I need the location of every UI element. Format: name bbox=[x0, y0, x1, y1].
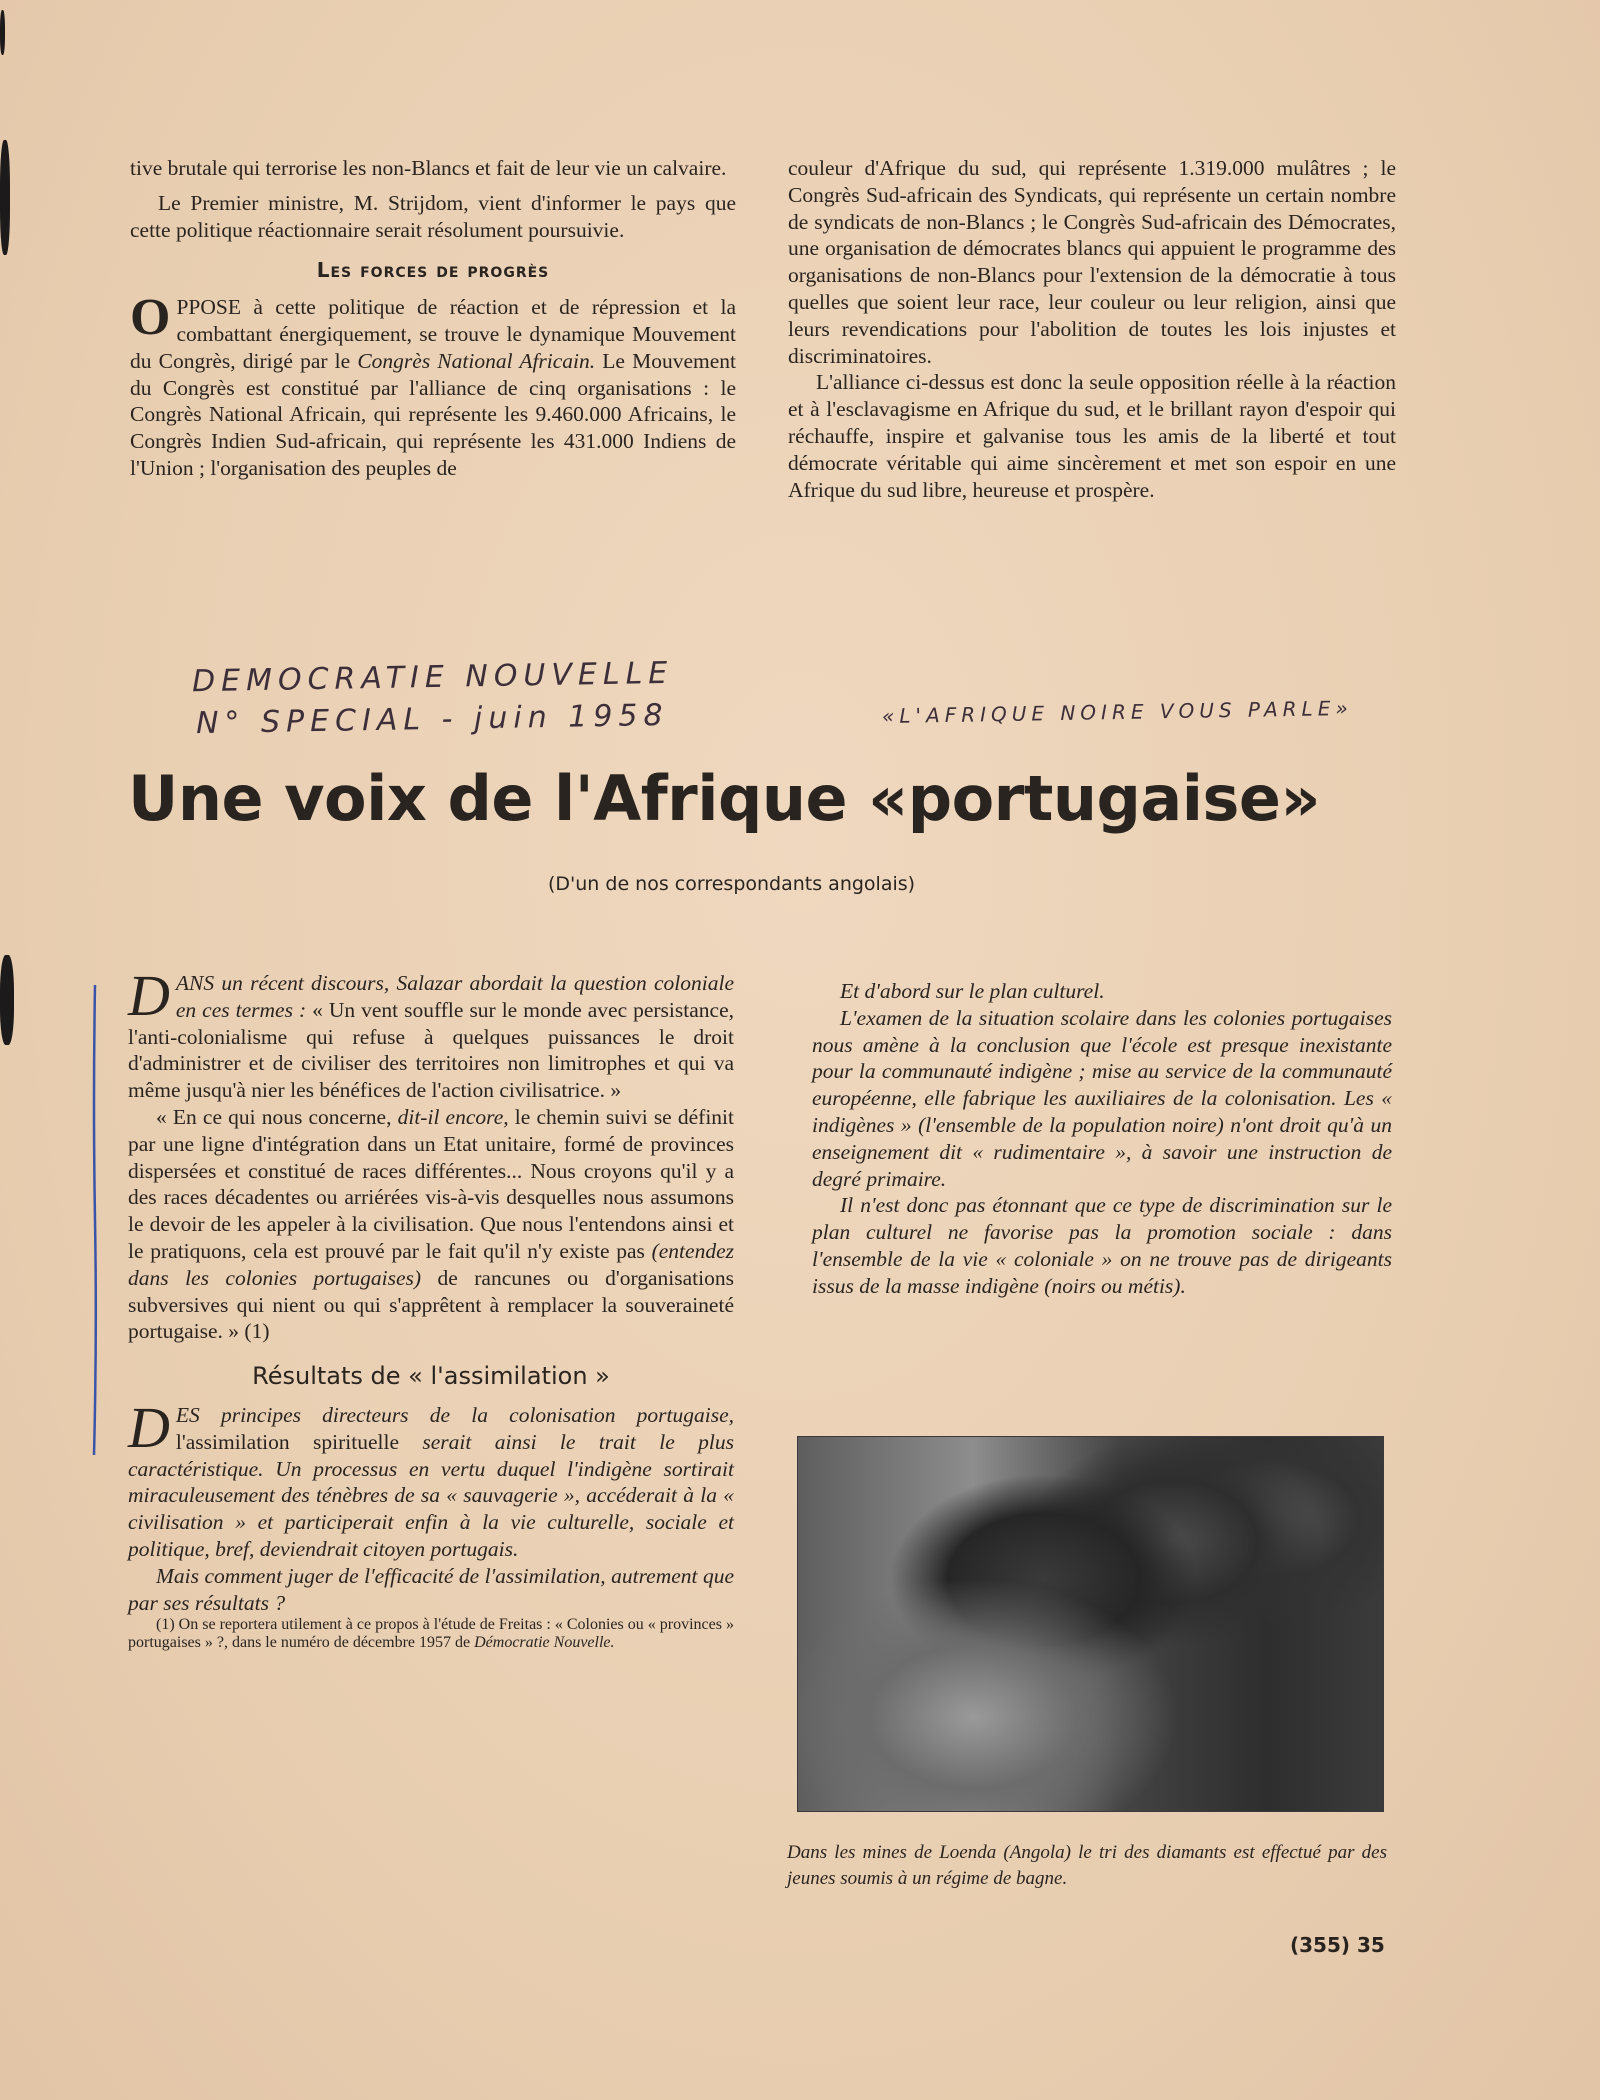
culture-para-1: Et d'abord sur le plan culturel. bbox=[840, 979, 1105, 1003]
top-right-para-1: couleur d'Afrique du sud, qui représente 1.319.000 mulâtres ; le Congrès Sud-africain des Syndicats, qui représente un certain nombre de syndicats de non-Blancs ; le Congrès Sud-africain des Démocrates, une organisation de démocrates blancs qui appuient le programme des organisations de non-Blancs pour l'extension de la démocratie à tous quelles que soient leur race, leur couleur ou leur religion, ainsi que leurs revendications pour l'abolition de toutes les lois injustes et discriminatoires. bbox=[788, 156, 1396, 368]
footnote: (1) On se reportera utilement à ce propos à l'étude de Freitas : « Colonies ou « provinces » portugaises » ?, dans le numéro de décembre 1957 de Démocratie Nouvelle. bbox=[128, 1616, 734, 1652]
edge-mark-small bbox=[0, 10, 5, 55]
handwritten-note-line-1: DEMOCRATIE NOUVELLE bbox=[191, 655, 674, 700]
culture-para-3: Il n'est donc pas étonnant que ce type de discrimination sur le plan culturel ne favorise pas la promotion sociale : dans l'ensemble de la vie « coloniale » on ne trouve pas de dirigeants issus de la masse indigène (noirs ou métis). bbox=[812, 1193, 1392, 1298]
blue-margin-mark bbox=[92, 985, 98, 1455]
handwritten-note-line-3: «L'AFRIQUE NOIRE VOUS PARLE» bbox=[881, 695, 1353, 729]
top-left-para-3: OPPOSE à cette politique de réaction et de répression et la combattant énergiquement, se trouve le dynamique Mouvement du Congrès, dirigé par le Congrès National Africain. Le Mouvement du Congrès est constitué par l'alliance de cinq organisations : le Congrès National Africain, qui représente les 9.460.000 Africains, le Congrès Indien Sud-africain, qui représente les 431.000 Indiens de l'Union ; l'organisation des peuples de bbox=[130, 289, 736, 480]
culture-para-2: L'examen de la situation scolaire dans les colonies portugaises nous amène à la conclusion que l'école est presque inexistante pour la communauté indigène ; mise au service de la communauté européenne, elle fabrique les auxiliaires de la colonisation. Les « indigènes » (l'ensemble de la population noire) n'ont droit qu'à un enseignement dit « rudimentaire », à savoir une instruction de degré primaire. bbox=[812, 1005, 1392, 1191]
forces-heading: Les forces de progrès bbox=[316, 258, 550, 283]
edge-mark-top bbox=[0, 140, 10, 255]
dropcap-d-2: D bbox=[128, 1394, 170, 1460]
top-right-para-2: L'alliance ci-dessus est donc la seule opposition réelle à la réaction et à l'esclavagisme en Afrique du sud, et le brillant rayon d'espoir qui réchauffe, inspire et galvanise tous les amis de la liberté et tout démocrate véritable qui aime sincèrement et met son espoir en une Afrique du sud libre, heureuse et prospère. bbox=[788, 370, 1396, 502]
resultats-heading: Résultats de « l'assimilation » bbox=[252, 1362, 610, 1391]
top-left-column bbox=[130, 155, 736, 482]
edge-mark-middle bbox=[0, 955, 14, 1045]
page-number: (355) 35 bbox=[1290, 1933, 1385, 1957]
top-left-para-1: tive brutale qui terrorise les non-Blancs et fait de leur vie un calvaire. bbox=[130, 156, 727, 180]
lower-right-column bbox=[812, 978, 1392, 1300]
assimilation-para-2: Mais comment juger de l'efficacité de l'assimilation, autrement que par ses résultats ? bbox=[128, 1563, 734, 1615]
assimilation-para-1: DES principes directeurs de la colonisation portugaise, l'assimilation spirituelle serait ainsi le trait le plus caractéristique. Un processus en vertu duquel l'indigène sortirait miraculeusement des ténèbres de sa « sauvagerie », accéderait à la « civilisation » et participerait enfin à la vie culturelle, sociale et politique, bref, deviendrait citoyen portugais. bbox=[128, 1394, 734, 1561]
salazar-para-2: « En ce qui nous concerne, dit-il encore, le chemin suivi se définit par une ligne d'intégration dans un Etat unitaire, formé de provinces dispersées et constitué de races différentes... Nous croyons qu'il y a des races décadentes ou arriérées vis-à-vis desquelles nous assumons le devoir de les appeler à la civilisation. Que nous l'entendons ainsi et le pratiquons, cela est prouvé par le fait qu'il n'y existe pas (entendez dans les colonies portugaises) de rancunes ou d'organisations subversives qui nient ou qui s'apprêtent à remplacer la souveraineté portugaise. » (1) bbox=[128, 1104, 734, 1344]
salazar-para-1: DANS un récent discours, Salazar abordait la question coloniale en ces termes : « Un vent souffle sur le monde avec persistance, l'anti-colonialisme qui refuse à quelques puissances le droit d'administrer et de civiliser des territoires non limitrophes et qui va même jusqu'à nier les bénéfices de l'action civilisatrice. » bbox=[128, 963, 734, 1103]
lower-left-column bbox=[128, 963, 734, 1652]
top-left-para-2: Le Premier ministre, M. Strijdom, vient d'informer le pays que cette politique réactionnaire serait résolument poursuivie. bbox=[130, 190, 736, 242]
diamond-sorting-photo bbox=[797, 1436, 1384, 1812]
top-right-column bbox=[788, 155, 1396, 503]
article-subtitle: (D'un de nos correspondants angolais) bbox=[548, 873, 916, 895]
photo-caption: Dans les mines de Loenda (Angola) le tri des diamants est effectué par des jeunes soumis à un régime de bagne. bbox=[787, 1842, 1387, 1889]
article-title: Une voix de l'Afrique «portugaise» bbox=[128, 762, 1320, 835]
dropcap-o: O bbox=[130, 289, 171, 347]
handwritten-note-line-2: N° SPECIAL - juin 1958 bbox=[195, 697, 669, 742]
dropcap-d-1: D bbox=[128, 963, 170, 1028]
